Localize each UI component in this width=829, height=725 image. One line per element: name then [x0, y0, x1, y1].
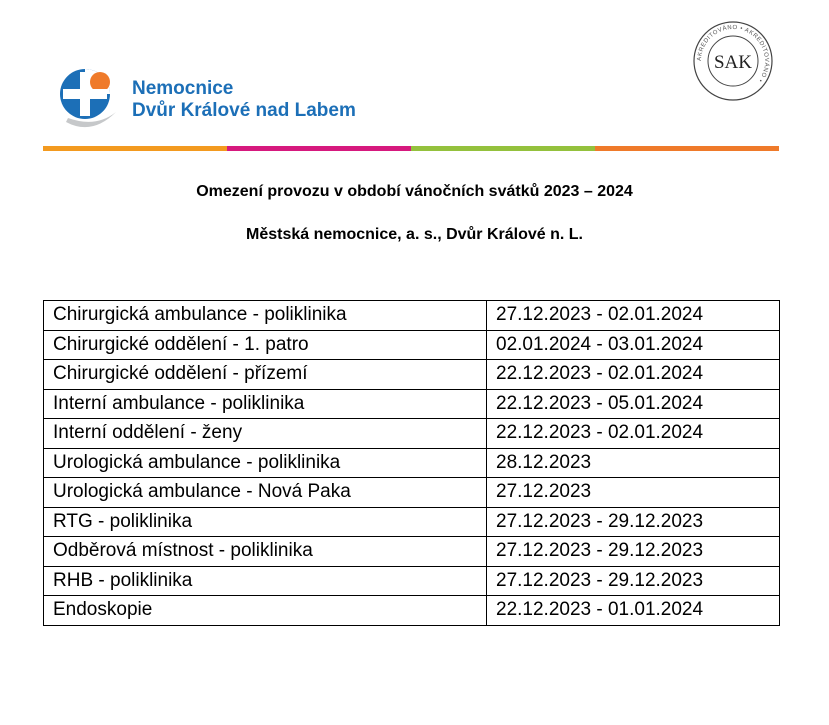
department-cell: Endoskopie: [44, 596, 487, 626]
department-cell: Interní ambulance - poliklinika: [44, 389, 487, 419]
divider-orange-right: [595, 146, 779, 151]
department-cell: Urologická ambulance - Nová Paka: [44, 478, 487, 508]
period-cell: 22.12.2023 - 01.01.2024: [487, 596, 780, 626]
table-row: [44, 301, 780, 331]
table-row: [44, 537, 780, 567]
department-cell: Chirurgická ambulance - poliklinika: [44, 301, 487, 331]
department-cell: RHB - poliklinika: [44, 566, 487, 596]
divider-green: [411, 146, 595, 151]
period-cell: 27.12.2023 - 29.12.2023: [487, 566, 780, 596]
period-cell: 22.12.2023 - 02.01.2024: [487, 360, 780, 390]
hospital-name-line2: Dvůr Králové nad Labem: [132, 100, 356, 121]
period-cell: 28.12.2023: [487, 448, 780, 478]
hospital-name-line1: Nemocnice: [132, 78, 234, 99]
department-cell: RTG - poliklinika: [44, 507, 487, 537]
document-title: Omezení provozu v období vánočních svátků 2023 – 2024: [196, 183, 633, 200]
period-cell: 02.01.2024 - 03.01.2024: [487, 330, 780, 360]
document-subtitle: Městská nemocnice, a. s., Dvůr Králové n. L.: [245, 226, 583, 243]
medical-cross-icon: [52, 62, 122, 132]
seal-ring-text: AKREDITOVÁNO • AKREDITOVÁNO •: [696, 24, 770, 84]
schedule-table: [43, 300, 780, 626]
department-cell: Odběrová místnost - poliklinika: [44, 537, 487, 567]
table-row: [44, 330, 780, 360]
department-cell: Urologická ambulance - poliklinika: [44, 448, 487, 478]
department-cell: Chirurgické oddělení - 1. patro: [44, 330, 487, 360]
period-cell: 22.12.2023 - 02.01.2024: [487, 419, 780, 449]
accreditation-seal-icon: [692, 20, 774, 102]
divider-magenta: [227, 146, 411, 151]
period-cell: 27.12.2023 - 29.12.2023: [487, 507, 780, 537]
seal-text: SAK: [713, 52, 753, 73]
table-row: [44, 566, 780, 596]
table-row: [44, 507, 780, 537]
table-row: [44, 389, 780, 419]
period-cell: 27.12.2023 - 02.01.2024: [487, 301, 780, 331]
period-cell: 27.12.2023 - 29.12.2023: [487, 537, 780, 567]
table-row: [44, 478, 780, 508]
color-divider: [43, 146, 779, 151]
period-cell: 27.12.2023: [487, 478, 780, 508]
divider-orange: [43, 146, 227, 151]
schedule-table-body: [44, 301, 780, 626]
hospital-name: [132, 78, 356, 122]
period-cell: 22.12.2023 - 05.01.2024: [487, 389, 780, 419]
department-cell: Chirurgické oddělení - přízemí: [44, 360, 487, 390]
table-row: [44, 419, 780, 449]
table-row: [44, 448, 780, 478]
table-row: [44, 596, 780, 626]
department-cell: Interní oddělení - ženy: [44, 419, 487, 449]
table-row: [44, 360, 780, 390]
